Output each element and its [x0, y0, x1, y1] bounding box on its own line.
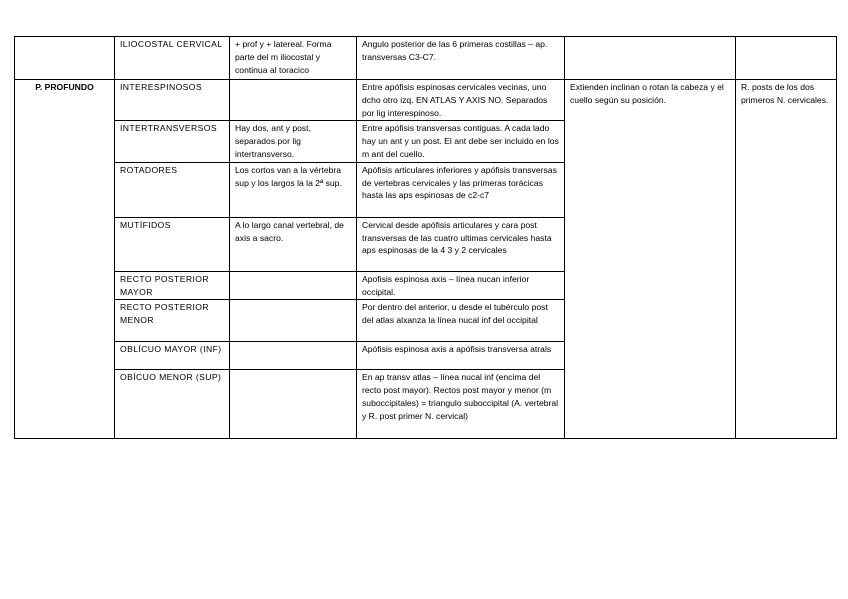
- muscle-name-cell: RECTO POSTERIOR MENOR: [115, 300, 230, 342]
- group-label-cell: [15, 80, 115, 439]
- group-cell-empty: [15, 37, 115, 80]
- notes-cell: [230, 271, 357, 300]
- muscle-name-cell: RECTO POSTERIOR MAYOR: [115, 271, 230, 300]
- notes-cell: [230, 80, 357, 121]
- insertion-cell: En ap transv atlas – línea nucal inf (encima del recto post mayor). Rectos post mayor y menor (m suboccipitales) = triangulo suboccipital (A. vertebral y R. post primer N. cervical): [357, 370, 565, 439]
- insertion-cell: Angulo posterior de las 6 primeras costillas – ap. transversas C3-C7.: [357, 37, 565, 80]
- insertion-cell: Cervical desde apófisis articulares y cara post transversas de las cuatro ultimas cervicales hasta aps espinosas de la 4 3 y 2 cervicales: [357, 217, 565, 271]
- insertion-cell: Apofisis espinosa axis – línea nucan inferior occipital.: [357, 271, 565, 300]
- notes-cell: [230, 370, 357, 439]
- insertion-cell: Apófisis espinosa axis a apófisis transversa atrals: [357, 342, 565, 370]
- muscle-table: [14, 36, 837, 439]
- innervation-cell: [736, 37, 837, 80]
- table-row: [15, 80, 837, 121]
- muscle-name-cell: OBLÍCUO MAYOR (INF): [115, 342, 230, 370]
- group-innervation-cell: R. posts de los dos primeros N. cervicales.: [736, 80, 837, 439]
- insertion-cell: Entre apófisis transversas contiguas. A cada lado hay un ant y un post. El ant debe ser incluido en los m ant del cuello.: [357, 121, 565, 162]
- insertion-cell: Entre apófisis espinosas cervicales vecinas, uno dcho otro izq. EN ATLAS Y AXIS NO. Separados por lig interespinoso.: [357, 80, 565, 121]
- insertion-cell: Por dentro del anterior, u desde el tubérculo post del atlas alxanza la línea nucal inf del occipital: [357, 300, 565, 342]
- notes-cell: A lo largo canal vertebral, de axis a sacro.: [230, 217, 357, 271]
- group-label: P. PROFUNDO: [35, 82, 94, 92]
- notes-cell: [230, 300, 357, 342]
- muscle-name-cell: MUTÍFIDOS: [115, 217, 230, 271]
- notes-cell: Los cortos van a la vértebra sup y los largos la la 2ª sup.: [230, 162, 357, 217]
- table-row: [15, 37, 837, 80]
- muscle-name-cell: INTERTRANSVERSOS: [115, 121, 230, 162]
- insertion-cell: Apófisis articulares inferiores y apófisis transversas de vertebras cervicales y las primeras torácicas hasta las aps espinosas de c2-c7: [357, 162, 565, 217]
- muscle-name-cell: INTERESPINOSOS: [115, 80, 230, 121]
- notes-cell: [230, 342, 357, 370]
- notes-cell: Hay dos, ant y post, separados por lig intertransverso.: [230, 121, 357, 162]
- muscle-name-cell: ILIOCOSTAL CERVICAL: [115, 37, 230, 80]
- notes-cell: + prof y + latereal. Forma parte del m iliocostal y continua al toracico: [230, 37, 357, 80]
- muscle-name-cell: OBÍCUO MENOR (SUP): [115, 370, 230, 439]
- group-action-cell: Extienden inclinan o rotan la cabeza y el cuello según su posición.: [565, 80, 736, 439]
- muscle-name-cell: ROTADORES: [115, 162, 230, 217]
- action-cell: [565, 37, 736, 80]
